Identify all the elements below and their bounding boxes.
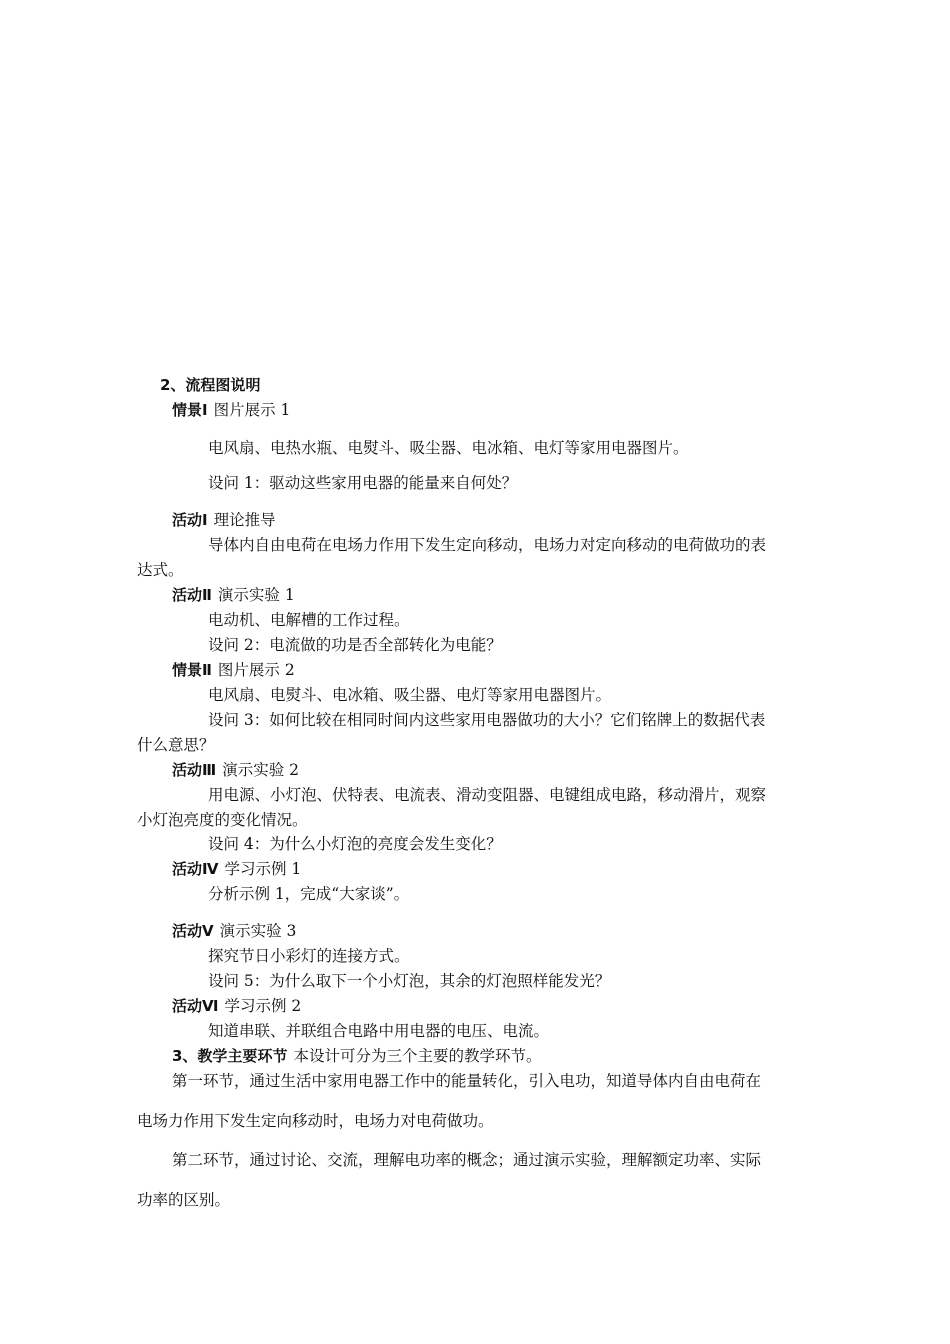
scene-1-text: 电风扇、电热水瓶、电熨斗、吸尘器、电冰箱、电灯等家用电器图片。 (208, 439, 689, 457)
activity-3-label: 活动Ⅲ (172, 761, 217, 779)
scene-2-question-line2: 什么意思？ (137, 736, 215, 754)
stage-1-line1: 第一环节，通过生活中家用电器工作中的能量转化，引入电功，知道导体内自由电荷在 (172, 1072, 762, 1090)
activity-6-title: 学习示例 2 (224, 997, 302, 1015)
activity-5-question: 设问 5：为什么取下一个小灯泡，其余的灯泡照样能发光？ (208, 972, 611, 990)
activity-2-label: 活动Ⅱ (172, 586, 212, 604)
activity-5-title: 演示实验 3 (219, 922, 297, 940)
activity-4-header (172, 859, 301, 879)
scene-2-header (172, 660, 295, 680)
activity-5-label: 活动Ⅴ (172, 922, 214, 940)
activity-2-text: 电动机、电解槽的工作过程。 (208, 611, 410, 629)
activity-2-title: 演示实验 1 (217, 586, 295, 604)
activity-1-header (172, 510, 276, 530)
stage-2-line2: 功率的区别。 (137, 1191, 231, 1209)
activity-3-title: 演示实验 2 (222, 761, 299, 779)
activity-1-text-line1: 导体内自由电荷在电场力作用下发生定向移动，电场力对定向移动的电荷做功的表 (208, 536, 767, 554)
activity-4-text: 分析示例 1，完成“大家谈”。 (208, 885, 410, 903)
activity-3-header (172, 760, 299, 780)
activity-2-question: 设问 2：电流做的功是否全部转化为电能？ (208, 636, 502, 654)
scene-1-header (172, 400, 290, 420)
scene-2-question-line1: 设问 3：如何比较在相同时间内这些家用电器做功的大小？它们铭牌上的数据代表 (208, 711, 766, 729)
activity-3-text-line1: 用电源、小灯泡、伏特表、电流表、滑动变阻器、电键组成电路，移动滑片，观察 (208, 786, 767, 804)
scene-1-question: 设问 1：驱动这些家用电器的能量来自何处？ (208, 474, 518, 492)
activity-6-text: 知道串联、并联组合电路中用电器的电压、电流。 (208, 1022, 550, 1040)
activity-3-text-line2: 小灯泡亮度的变化情况。 (137, 811, 308, 829)
section-3-intro: 本设计可分为三个主要的教学环节。 (293, 1047, 542, 1065)
activity-4-title: 学习示例 1 (224, 860, 302, 878)
activity-1-text-line2: 达式。 (137, 561, 184, 579)
activity-5-header (172, 921, 296, 941)
activity-1-label: 活动Ⅰ (172, 511, 208, 529)
stage-2-line1: 第二环节，通过讨论、交流，理解电功率的概念；通过演示实验，理解额定功率、实际 (172, 1151, 762, 1169)
scene-1-title: 图片展示 1 (213, 401, 291, 419)
stage-1-line2: 电场力作用下发生定向移动时，电场力对电荷做功。 (137, 1112, 494, 1130)
activity-3-question: 设问 4：为什么小灯泡的亮度会发生变化？ (208, 835, 502, 853)
scene-2-label: 情景Ⅱ (172, 661, 212, 679)
scene-1-label: 情景Ⅰ (172, 401, 208, 419)
activity-6-header (172, 996, 301, 1016)
activity-5-text: 探究节日小彩灯的连接方式。 (208, 947, 410, 965)
activity-2-header (172, 585, 295, 605)
activity-1-title: 理论推导 (213, 511, 276, 529)
activity-4-label: 活动Ⅳ (172, 860, 219, 878)
scene-2-title: 图片展示 2 (217, 661, 295, 679)
section-3-header (172, 1046, 541, 1066)
activity-6-label: 活动Ⅵ (172, 997, 219, 1015)
section-2-heading: 2、流程图说明 (160, 376, 261, 394)
section-3-heading: 3、教学主要环节 (172, 1047, 288, 1065)
scene-2-text: 电风扇、电熨斗、电冰箱、吸尘器、电灯等家用电器图片。 (208, 686, 612, 704)
